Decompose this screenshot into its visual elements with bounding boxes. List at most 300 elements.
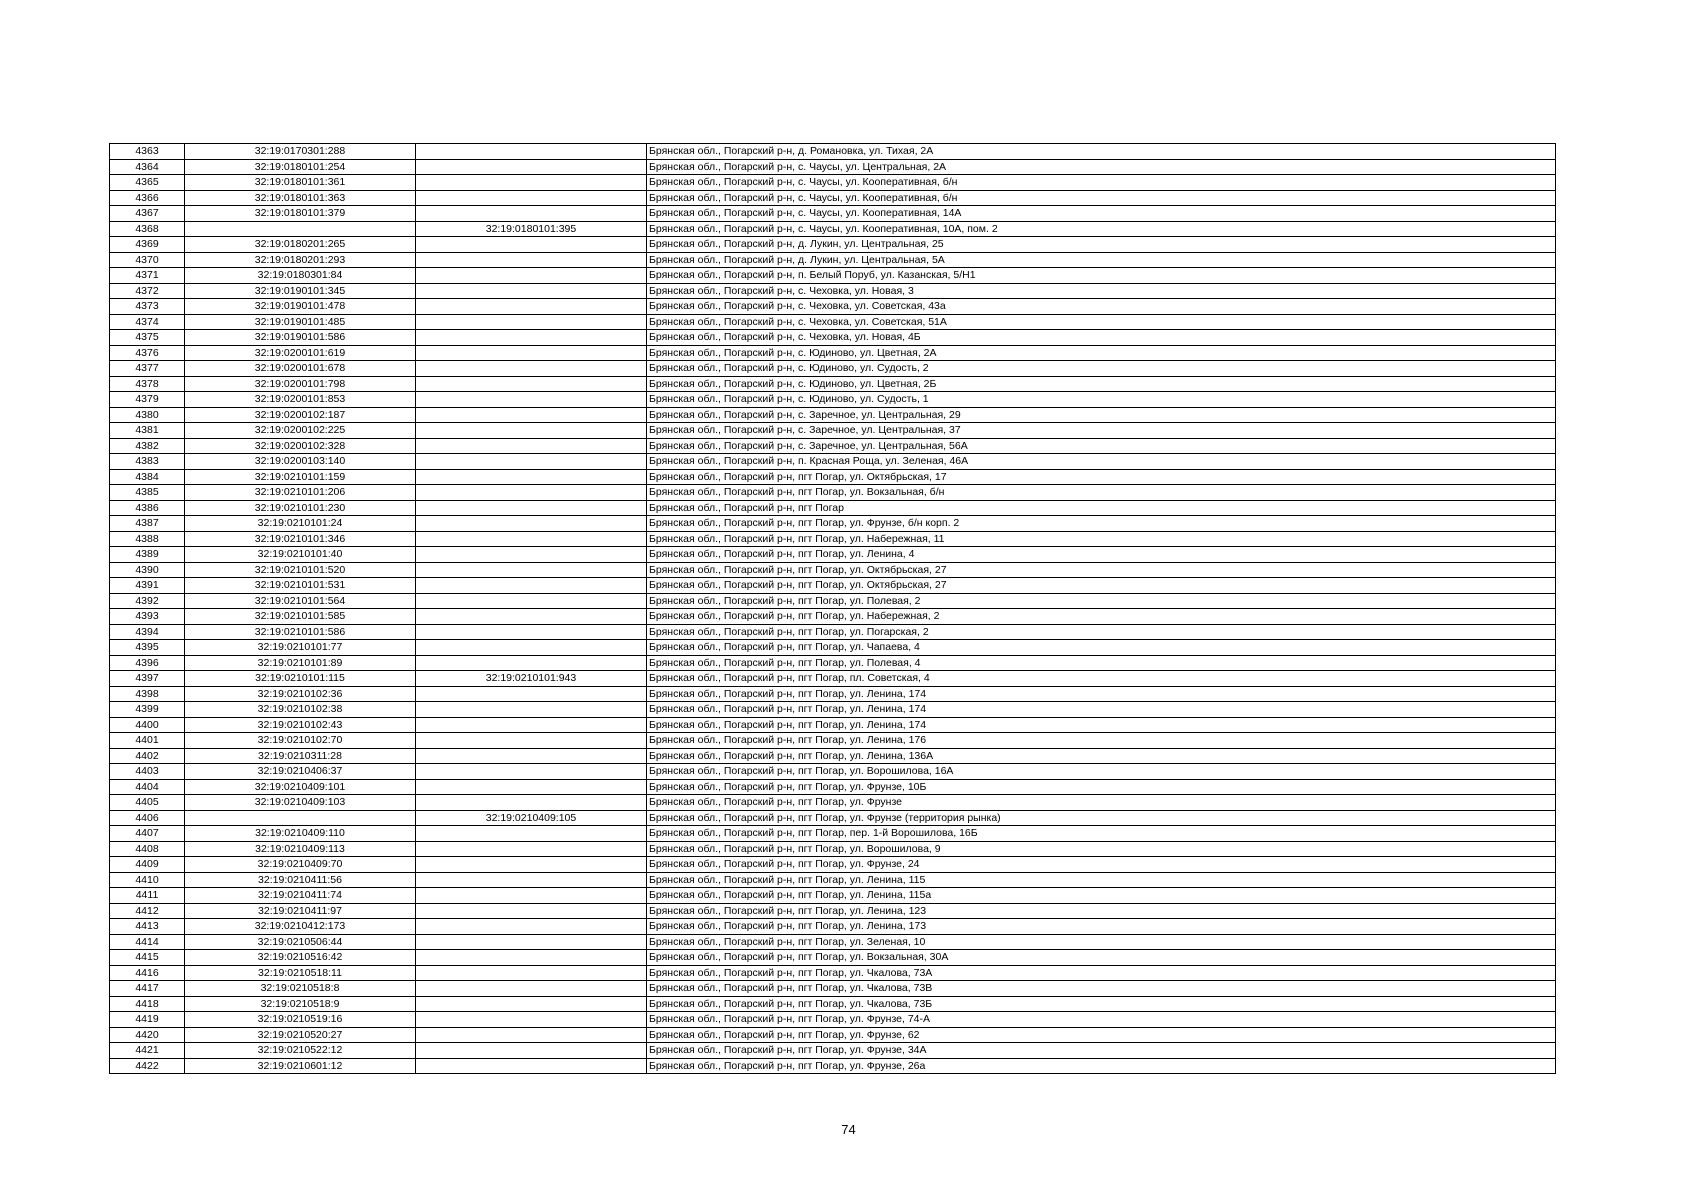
cadastral-number-cell: 32:19:0210411:74 [185,888,416,904]
row-number-cell: 4366 [110,190,185,206]
table-row [110,841,1556,857]
secondary-cadastral-number-cell [416,1058,647,1074]
row-number-cell: 4405 [110,795,185,811]
address-cell: Брянская обл., Погарский р-н, д. Лукин, ул. Центральная, 5А [647,252,1556,268]
table-row [110,531,1556,547]
table-row [110,345,1556,361]
address-cell: Брянская обл., Погарский р-н, с. Чеховка, ул. Новая, 3 [647,283,1556,299]
cadastral-number-cell: 32:19:0190101:345 [185,283,416,299]
cadastral-number-cell: 32:19:0170301:288 [185,144,416,160]
row-number-cell: 4422 [110,1058,185,1074]
cadastral-number-cell: 32:19:0180101:361 [185,175,416,191]
cadastral-number-cell: 32:19:0210412:173 [185,919,416,935]
address-cell: Брянская обл., Погарский р-н, д. Лукин, ул. Центральная, 25 [647,237,1556,253]
secondary-cadastral-number-cell [416,841,647,857]
secondary-cadastral-number-cell [416,547,647,563]
secondary-cadastral-number-cell [416,392,647,408]
address-cell: Брянская обл., Погарский р-н, пгт Погар, ул. Октябрьская, 17 [647,469,1556,485]
table-row [110,655,1556,671]
row-number-cell: 4389 [110,547,185,563]
cadastral-number-cell: 32:19:0200102:187 [185,407,416,423]
cadastral-number-cell: 32:19:0200101:619 [185,345,416,361]
row-number-cell: 4413 [110,919,185,935]
table-row [110,330,1556,346]
table-row [110,175,1556,191]
secondary-cadastral-number-cell: 32:19:0210409:105 [416,810,647,826]
address-cell: Брянская обл., Погарский р-н, пгт Погар, ул. Фрунзе, 62 [647,1027,1556,1043]
secondary-cadastral-number-cell [416,965,647,981]
row-number-cell: 4393 [110,609,185,625]
row-number-cell: 4402 [110,748,185,764]
row-number-cell: 4384 [110,469,185,485]
table-row [110,764,1556,780]
address-cell: Брянская обл., Погарский р-н, пгт Погар, ул. Фрунзе, 26а [647,1058,1556,1074]
secondary-cadastral-number-cell [416,1027,647,1043]
table-row [110,717,1556,733]
table-row [110,438,1556,454]
address-cell: Брянская обл., Погарский р-н, с. Юдиново, ул. Цветная, 2А [647,345,1556,361]
table-row [110,159,1556,175]
secondary-cadastral-number-cell [416,888,647,904]
row-number-cell: 4375 [110,330,185,346]
table-row [110,454,1556,470]
row-number-cell: 4396 [110,655,185,671]
address-cell: Брянская обл., Погарский р-н, пгт Погар, ул. Ворошилова, 16А [647,764,1556,780]
row-number-cell: 4414 [110,934,185,950]
cadastral-number-cell: 32:19:0210409:110 [185,826,416,842]
table-row [110,779,1556,795]
table-row [110,237,1556,253]
secondary-cadastral-number-cell [416,655,647,671]
table-row [110,795,1556,811]
address-cell: Брянская обл., Погарский р-н, с. Юдиново, ул. Судость, 1 [647,392,1556,408]
address-cell: Брянская обл., Погарский р-н, с. Чеховка, ул. Советская, 51А [647,314,1556,330]
table-row [110,1027,1556,1043]
table-row [110,562,1556,578]
address-cell: Брянская обл., Погарский р-н, с. Чаусы, ул. Кооперативная, 10А, пом. 2 [647,221,1556,237]
secondary-cadastral-number-cell [416,345,647,361]
cadastral-number-cell: 32:19:0210101:24 [185,516,416,532]
row-number-cell: 4419 [110,1012,185,1028]
table-row [110,500,1556,516]
address-cell: Брянская обл., Погарский р-н, с. Чеховка, ул. Новая, 4Б [647,330,1556,346]
address-cell: Брянская обл., Погарский р-н, пгт Погар, ул. Фрунзе, 24 [647,857,1556,873]
secondary-cadastral-number-cell [416,872,647,888]
cadastral-number-cell: 32:19:0210101:115 [185,671,416,687]
cadastral-number-cell: 32:19:0210101:40 [185,547,416,563]
cadastral-number-cell: 32:19:0200101:798 [185,376,416,392]
address-cell: Брянская обл., Погарский р-н, пгт Погар, ул. Фрунзе, 34А [647,1043,1556,1059]
row-number-cell: 4394 [110,624,185,640]
row-number-cell: 4370 [110,252,185,268]
cadastral-number-cell: 32:19:0210518:11 [185,965,416,981]
secondary-cadastral-number-cell [416,438,647,454]
address-cell: Брянская обл., Погарский р-н, пгт Погар, ул. Ленина, 176 [647,733,1556,749]
table-row [110,640,1556,656]
row-number-cell: 4407 [110,826,185,842]
table-row [110,376,1556,392]
table-row [110,934,1556,950]
address-cell: Брянская обл., Погарский р-н, пгт Погар, ул. Ленина, 115а [647,888,1556,904]
row-number-cell: 4382 [110,438,185,454]
cadastral-number-cell: 32:19:0210520:27 [185,1027,416,1043]
table-row [110,702,1556,718]
secondary-cadastral-number-cell [416,469,647,485]
address-cell: Брянская обл., Погарский р-н, п. Красная Роща, ул. Зеленая, 46А [647,454,1556,470]
address-cell: Брянская обл., Погарский р-н, пгт Погар, ул. Фрунзе, 74-А [647,1012,1556,1028]
registry-table-body [110,144,1556,1074]
table-row [110,593,1556,609]
row-number-cell: 4412 [110,903,185,919]
cadastral-number-cell: 32:19:0180201:293 [185,252,416,268]
cadastral-number-cell: 32:19:0180101:379 [185,206,416,222]
table-row [110,252,1556,268]
table-row [110,423,1556,439]
row-number-cell: 4411 [110,888,185,904]
address-cell: Брянская обл., Погарский р-н, пгт Погар, ул. Ленина, 173 [647,919,1556,935]
table-row [110,144,1556,160]
address-cell: Брянская обл., Погарский р-н, пгт Погар, ул. Вокзальная, 30А [647,950,1556,966]
row-number-cell: 4373 [110,299,185,315]
secondary-cadastral-number-cell [416,175,647,191]
row-number-cell: 4367 [110,206,185,222]
secondary-cadastral-number-cell [416,423,647,439]
secondary-cadastral-number-cell [416,609,647,625]
address-cell: Брянская обл., Погарский р-н, с. Чаусы, ул. Центральная, 2А [647,159,1556,175]
address-cell: Брянская обл., Погарский р-н, пгт Погар, ул. Ворошилова, 9 [647,841,1556,857]
secondary-cadastral-number-cell [416,268,647,284]
secondary-cadastral-number-cell [416,190,647,206]
cadastral-number-cell: 32:19:0200102:328 [185,438,416,454]
address-cell: Брянская обл., Погарский р-н, п. Белый Поруб, ул. Казанская, 5/Н1 [647,268,1556,284]
address-cell: Брянская обл., Погарский р-н, пгт Погар, ул. Ленина, 115 [647,872,1556,888]
cadastral-number-cell: 32:19:0210101:585 [185,609,416,625]
table-row [110,919,1556,935]
row-number-cell: 4383 [110,454,185,470]
secondary-cadastral-number-cell: 32:19:0180101:395 [416,221,647,237]
row-number-cell: 4385 [110,485,185,501]
table-row [110,996,1556,1012]
cadastral-number-cell: 32:19:0210101:564 [185,593,416,609]
cadastral-number-cell: 32:19:0210101:77 [185,640,416,656]
cadastral-number-cell: 32:19:0210311:28 [185,748,416,764]
address-cell: Брянская обл., Погарский р-н, пгт Погар, ул. Фрунзе (территория рынка) [647,810,1556,826]
secondary-cadastral-number-cell [416,702,647,718]
address-cell: Брянская обл., Погарский р-н, с. Чаусы, ул. Кооперативная, 14А [647,206,1556,222]
cadastral-number-cell: 32:19:0210518:9 [185,996,416,1012]
table-row [110,299,1556,315]
address-cell: Брянская обл., Погарский р-н, пгт Погар, ул. Ленина, 4 [647,547,1556,563]
secondary-cadastral-number-cell [416,562,647,578]
row-number-cell: 4379 [110,392,185,408]
table-row [110,361,1556,377]
cadastral-number-cell: 32:19:0180101:254 [185,159,416,175]
secondary-cadastral-number-cell [416,593,647,609]
cadastral-number-cell: 32:19:0210516:42 [185,950,416,966]
row-number-cell: 4415 [110,950,185,966]
row-number-cell: 4397 [110,671,185,687]
row-number-cell: 4377 [110,361,185,377]
row-number-cell: 4416 [110,965,185,981]
secondary-cadastral-number-cell [416,454,647,470]
row-number-cell: 4365 [110,175,185,191]
cadastral-number-cell: 32:19:0210101:159 [185,469,416,485]
table-row [110,903,1556,919]
address-cell: Брянская обл., Погарский р-н, с. Чеховка, ул. Советская, 43а [647,299,1556,315]
table-row [110,686,1556,702]
table-row [110,206,1556,222]
secondary-cadastral-number-cell [416,330,647,346]
secondary-cadastral-number-cell [416,361,647,377]
secondary-cadastral-number-cell [416,500,647,516]
address-cell: Брянская обл., Погарский р-н, пгт Погар, ул. Фрунзе, б/н корп. 2 [647,516,1556,532]
secondary-cadastral-number-cell [416,516,647,532]
cadastral-number-cell: 32:19:0210522:12 [185,1043,416,1059]
address-cell: Брянская обл., Погарский р-н, пгт Погар, ул. Погарская, 2 [647,624,1556,640]
row-number-cell: 4401 [110,733,185,749]
cadastral-number-cell: 32:19:0190101:485 [185,314,416,330]
secondary-cadastral-number-cell [416,407,647,423]
table-row [110,965,1556,981]
address-cell: Брянская обл., Погарский р-н, пгт Погар, пл. Советская, 4 [647,671,1556,687]
secondary-cadastral-number-cell [416,779,647,795]
row-number-cell: 4374 [110,314,185,330]
secondary-cadastral-number-cell [416,485,647,501]
secondary-cadastral-number-cell [416,237,647,253]
cadastral-number-cell: 32:19:0210406:37 [185,764,416,780]
secondary-cadastral-number-cell [416,299,647,315]
table-row [110,221,1556,237]
address-cell: Брянская обл., Погарский р-н, пгт Погар, ул. Чкалова, 73В [647,981,1556,997]
table-row [110,485,1556,501]
table-row [110,392,1556,408]
table-row [110,857,1556,873]
address-cell: Брянская обл., Погарский р-н, пгт Погар, ул. Фрунзе [647,795,1556,811]
address-cell: Брянская обл., Погарский р-н, с. Чаусы, ул. Кооперативная, б/н [647,190,1556,206]
secondary-cadastral-number-cell [416,206,647,222]
row-number-cell: 4391 [110,578,185,594]
row-number-cell: 4376 [110,345,185,361]
secondary-cadastral-number-cell [416,1012,647,1028]
cadastral-number-cell: 32:19:0210101:346 [185,531,416,547]
secondary-cadastral-number-cell [416,159,647,175]
cadastral-number-cell: 32:19:0210102:70 [185,733,416,749]
row-number-cell: 4403 [110,764,185,780]
cadastral-number-cell: 32:19:0210101:520 [185,562,416,578]
cadastral-number-cell [185,221,416,237]
table-row [110,578,1556,594]
table-row [110,407,1556,423]
address-cell: Брянская обл., Погарский р-н, с. Юдиново, ул. Судость, 2 [647,361,1556,377]
row-number-cell: 4386 [110,500,185,516]
table-row [110,469,1556,485]
cadastral-number-cell: 32:19:0210409:101 [185,779,416,795]
cadastral-number-cell: 32:19:0210411:56 [185,872,416,888]
row-number-cell: 4368 [110,221,185,237]
row-number-cell: 4381 [110,423,185,439]
secondary-cadastral-number-cell [416,144,647,160]
secondary-cadastral-number-cell [416,764,647,780]
secondary-cadastral-number-cell [416,857,647,873]
address-cell: Брянская обл., Погарский р-н, пгт Погар, ул. Фрунзе, 10Б [647,779,1556,795]
table-row [110,1058,1556,1074]
cadastral-number-cell: 32:19:0180301:84 [185,268,416,284]
address-cell: Брянская обл., Погарский р-н, пгт Погар, ул. Чапаева, 4 [647,640,1556,656]
cadastral-number-cell: 32:19:0210101:586 [185,624,416,640]
table-row [110,826,1556,842]
row-number-cell: 4410 [110,872,185,888]
cadastral-number-cell: 32:19:0210409:113 [185,841,416,857]
cadastral-number-cell: 32:19:0210506:44 [185,934,416,950]
row-number-cell: 4388 [110,531,185,547]
cadastral-number-cell: 32:19:0200103:140 [185,454,416,470]
table-row [110,268,1556,284]
row-number-cell: 4390 [110,562,185,578]
address-cell: Брянская обл., Погарский р-н, пгт Погар, ул. Вокзальная, б/н [647,485,1556,501]
cadastral-number-cell: 32:19:0210411:97 [185,903,416,919]
address-cell: Брянская обл., Погарский р-н, пгт Погар, ул. Ленина, 174 [647,702,1556,718]
row-number-cell: 4392 [110,593,185,609]
row-number-cell: 4369 [110,237,185,253]
address-cell: Брянская обл., Погарский р-н, с. Юдиново, ул. Цветная, 2Б [647,376,1556,392]
cadastral-number-cell: 32:19:0190101:586 [185,330,416,346]
table-row [110,190,1556,206]
row-number-cell: 4404 [110,779,185,795]
cadastral-number-cell: 32:19:0210101:89 [185,655,416,671]
cadastral-number-cell: 32:19:0180101:363 [185,190,416,206]
cadastral-number-cell: 32:19:0210601:12 [185,1058,416,1074]
cadastral-number-cell: 32:19:0210102:36 [185,686,416,702]
table-row [110,810,1556,826]
address-cell: Брянская обл., Погарский р-н, пгт Погар, ул. Чкалова, 73Б [647,996,1556,1012]
cadastral-number-cell [185,810,416,826]
cadastral-number-cell: 32:19:0210101:230 [185,500,416,516]
address-cell: Брянская обл., Погарский р-н, с. Заречное, ул. Центральная, 29 [647,407,1556,423]
address-cell: Брянская обл., Погарский р-н, пгт Погар, ул. Ленина, 174 [647,686,1556,702]
row-number-cell: 4398 [110,686,185,702]
secondary-cadastral-number-cell [416,717,647,733]
row-number-cell: 4400 [110,717,185,733]
address-cell: Брянская обл., Погарский р-н, с. Заречное, ул. Центральная, 56А [647,438,1556,454]
address-cell: Брянская обл., Погарский р-н, пгт Погар, ул. Октябрьская, 27 [647,562,1556,578]
row-number-cell: 4371 [110,268,185,284]
address-cell: Брянская обл., Погарский р-н, пгт Погар, ул. Ленина, 123 [647,903,1556,919]
row-number-cell: 4364 [110,159,185,175]
secondary-cadastral-number-cell [416,795,647,811]
secondary-cadastral-number-cell [416,640,647,656]
secondary-cadastral-number-cell [416,996,647,1012]
row-number-cell: 4387 [110,516,185,532]
table-row [110,888,1556,904]
table-row [110,624,1556,640]
table-row [110,516,1556,532]
secondary-cadastral-number-cell [416,314,647,330]
secondary-cadastral-number-cell [416,686,647,702]
address-cell: Брянская обл., Погарский р-н, с. Чаусы, ул. Кооперативная, б/н [647,175,1556,191]
cadastral-number-cell: 32:19:0210101:206 [185,485,416,501]
address-cell: Брянская обл., Погарский р-н, пгт Погар, пер. 1-й Ворошилова, 16Б [647,826,1556,842]
address-cell: Брянская обл., Погарский р-н, пгт Погар, ул. Полевая, 4 [647,655,1556,671]
secondary-cadastral-number-cell [416,578,647,594]
cadastral-number-cell: 32:19:0210519:16 [185,1012,416,1028]
registry-table [109,143,1556,1074]
address-cell: Брянская обл., Погарский р-н, пгт Погар, ул. Октябрьская, 27 [647,578,1556,594]
cadastral-number-cell: 32:19:0210102:38 [185,702,416,718]
row-number-cell: 4421 [110,1043,185,1059]
cadastral-number-cell: 32:19:0190101:478 [185,299,416,315]
address-cell: Брянская обл., Погарский р-н, пгт Погар, ул. Набережная, 11 [647,531,1556,547]
table-row [110,547,1556,563]
cadastral-number-cell: 32:19:0210518:8 [185,981,416,997]
cadastral-number-cell: 32:19:0210409:70 [185,857,416,873]
row-number-cell: 4372 [110,283,185,299]
cadastral-number-cell: 32:19:0210102:43 [185,717,416,733]
cadastral-number-cell: 32:19:0200101:678 [185,361,416,377]
row-number-cell: 4363 [110,144,185,160]
table-row [110,314,1556,330]
page-number: 74 [841,1122,856,1137]
secondary-cadastral-number-cell [416,934,647,950]
cadastral-number-cell: 32:19:0200102:225 [185,423,416,439]
address-cell: Брянская обл., Погарский р-н, пгт Погар, ул. Чкалова, 73А [647,965,1556,981]
table-row [110,872,1556,888]
table-row [110,981,1556,997]
secondary-cadastral-number-cell [416,252,647,268]
row-number-cell: 4399 [110,702,185,718]
table-row [110,950,1556,966]
row-number-cell: 4378 [110,376,185,392]
row-number-cell: 4417 [110,981,185,997]
address-cell: Брянская обл., Погарский р-н, пгт Погар, ул. Набережная, 2 [647,609,1556,625]
secondary-cadastral-number-cell [416,376,647,392]
row-number-cell: 4406 [110,810,185,826]
secondary-cadastral-number-cell [416,950,647,966]
table-row [110,1043,1556,1059]
address-cell: Брянская обл., Погарский р-н, с. Заречное, ул. Центральная, 37 [647,423,1556,439]
row-number-cell: 4395 [110,640,185,656]
table-row [110,283,1556,299]
row-number-cell: 4380 [110,407,185,423]
address-cell: Брянская обл., Погарский р-н, пгт Погар, ул. Полевая, 2 [647,593,1556,609]
secondary-cadastral-number-cell [416,1043,647,1059]
secondary-cadastral-number-cell [416,903,647,919]
secondary-cadastral-number-cell [416,919,647,935]
table-row [110,748,1556,764]
secondary-cadastral-number-cell [416,748,647,764]
secondary-cadastral-number-cell [416,531,647,547]
row-number-cell: 4409 [110,857,185,873]
secondary-cadastral-number-cell [416,733,647,749]
address-cell: Брянская обл., Погарский р-н, пгт Погар, ул. Ленина, 174 [647,717,1556,733]
secondary-cadastral-number-cell [416,624,647,640]
secondary-cadastral-number-cell [416,981,647,997]
secondary-cadastral-number-cell [416,826,647,842]
address-cell: Брянская обл., Погарский р-н, пгт Погар, ул. Ленина, 136А [647,748,1556,764]
address-cell: Брянская обл., Погарский р-н, пгт Погар [647,500,1556,516]
address-cell: Брянская обл., Погарский р-н, д. Романовка, ул. Тихая, 2А [647,144,1556,160]
table-row [110,1012,1556,1028]
secondary-cadastral-number-cell: 32:19:0210101:943 [416,671,647,687]
cadastral-number-cell: 32:19:0210101:531 [185,578,416,594]
address-cell: Брянская обл., Погарский р-н, пгт Погар, ул. Зеленая, 10 [647,934,1556,950]
row-number-cell: 4420 [110,1027,185,1043]
table-row [110,671,1556,687]
row-number-cell: 4408 [110,841,185,857]
row-number-cell: 4418 [110,996,185,1012]
secondary-cadastral-number-cell [416,283,647,299]
table-row [110,733,1556,749]
cadastral-number-cell: 32:19:0180201:265 [185,237,416,253]
